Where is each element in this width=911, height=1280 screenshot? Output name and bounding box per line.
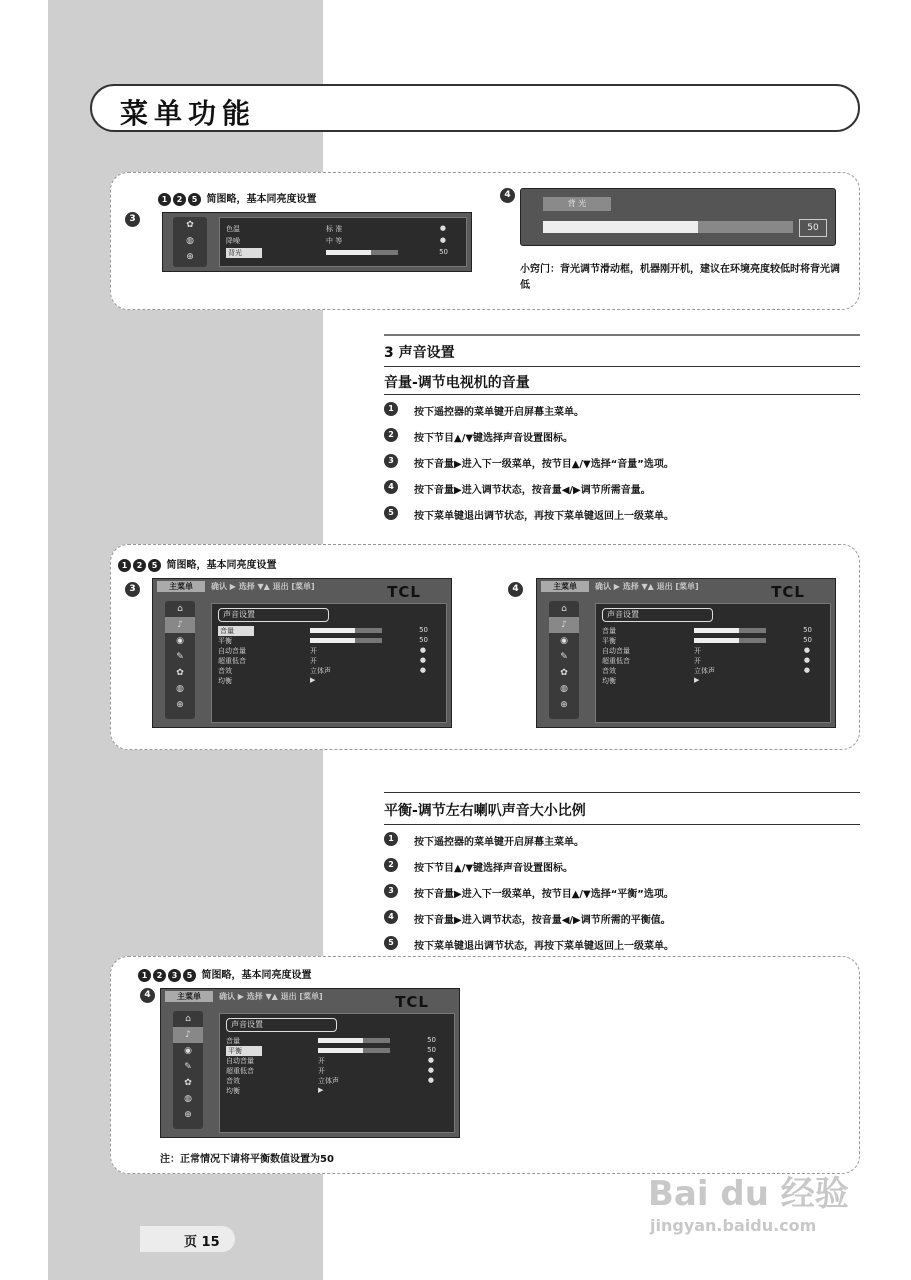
- mark-1: 1: [158, 193, 171, 206]
- lock-icon: ◍: [184, 1094, 192, 1104]
- box1-sidebar-icons: [173, 217, 207, 267]
- subsection-volume: 音量-调节电视机的音量: [384, 375, 530, 391]
- baidu-watermark-logo: Bai du 经验: [648, 1174, 849, 1214]
- search-icon: ⊕: [560, 700, 568, 710]
- tools-icon: ✎: [176, 652, 184, 662]
- timer-icon: ◉: [176, 636, 184, 646]
- row-backlight: 背光 50: [228, 248, 448, 257]
- box3-index: 4: [140, 988, 155, 1003]
- page-number-tab: [140, 1226, 235, 1252]
- timer-icon: ◉: [184, 1046, 192, 1056]
- settings-icon: ✿: [176, 668, 184, 678]
- section-rule-3: [384, 394, 860, 395]
- backlight-value: 50: [799, 219, 827, 237]
- section-rule: [384, 334, 860, 336]
- tv-menu-balance: 主菜单 ⌂ ♪ ◉ ✎ ✿ ◍ ⊕ 确认 ▶ 选择 ▼▲ 退出 [菜单] TCL 声音设置 音量 50 平衡 50 自动音量 开 ● 超重低音 开 ● 音效 立体声 ● 均衡 ▶: [160, 988, 460, 1138]
- subsection-balance: 平衡-调节左右喇叭声音大小比例: [384, 803, 586, 819]
- tcl-logo: TCL: [395, 993, 429, 1011]
- mark-2: 2: [173, 193, 186, 206]
- box1-index-right: 4: [500, 188, 515, 203]
- backlight-track: [543, 221, 793, 233]
- tv-menu-volume-a: 主菜单 ⌂ ♪ ◉ ✎ ✿ ◍ ⊕ 确认 ▶ 选择 ▼▲ 退出 [菜单] TCL 声音设置 音量 50 平衡 50 自动音量 开 ● 超重低音 开 ● 音效 立体声 ● 均衡 ▶: [152, 578, 452, 728]
- box1-menu-crop: [162, 212, 472, 272]
- page-number: 页 15: [184, 1235, 220, 1250]
- box1-index-left: 3: [125, 212, 140, 227]
- box2-index-right: 4: [508, 582, 523, 597]
- backlight-label: 背 光: [543, 197, 611, 211]
- backlight-slider-window: [520, 188, 836, 246]
- section-rule-4: [384, 792, 860, 793]
- mark-5: 5: [188, 193, 201, 206]
- settings-icon: ✿: [186, 220, 194, 230]
- picture-icon: ⌂: [177, 604, 183, 614]
- balance-note: 注：正常情况下请将平衡数值设置为50: [160, 1154, 334, 1165]
- title-bar: [90, 84, 860, 132]
- tools-icon: ✎: [560, 652, 568, 662]
- search-icon: ⊕: [186, 252, 194, 262]
- box1-panel: [219, 217, 467, 267]
- tcl-logo: TCL: [771, 583, 805, 601]
- sound-icon: ♪: [165, 617, 195, 633]
- box2-caption: 1 2 5 简图略，基本同亮度设置: [118, 556, 276, 572]
- section-rule-5: [384, 824, 860, 825]
- box1-caption: 1 2 5 简图略，基本同亮度设置: [158, 190, 316, 206]
- sound-icon: ♪: [173, 1027, 203, 1043]
- lock-icon: ◍: [186, 236, 194, 246]
- section-rule-2: [384, 366, 860, 367]
- box2-index-left: 3: [125, 582, 140, 597]
- lock-icon: ◍: [176, 684, 184, 694]
- row-noise: 降噪 中 等 ●: [226, 236, 446, 245]
- tools-icon: ✎: [184, 1062, 192, 1072]
- settings-icon: ✿: [560, 668, 568, 678]
- search-icon: ⊕: [176, 700, 184, 710]
- box3-caption: 1 2 3 5 简图略，基本同亮度设置: [138, 966, 311, 982]
- lock-icon: ◍: [560, 684, 568, 694]
- backlight-fill: [543, 221, 698, 233]
- tcl-logo: TCL: [387, 583, 421, 601]
- row-color-temp: 色温 标 准 ●: [226, 224, 446, 233]
- menu-icons: [165, 601, 195, 719]
- section-heading: 3 声音设置: [384, 345, 455, 361]
- picture-icon: ⌂: [185, 1014, 191, 1024]
- sound-icon: ♪: [549, 617, 579, 633]
- timer-icon: ◉: [560, 636, 568, 646]
- settings-icon: ✿: [184, 1078, 192, 1088]
- picture-icon: ⌂: [561, 604, 567, 614]
- menu-icons: [173, 1011, 203, 1129]
- page-title: 菜单功能: [120, 97, 257, 130]
- menu-icons: [549, 601, 579, 719]
- backlight-tip: 小窍门：背光调节滑动框，机器刚开机，建议在环境亮度较低时将背光调低: [520, 264, 840, 291]
- baidu-watermark-url: jingyan.baidu.com: [650, 1216, 817, 1235]
- tv-menu-volume-b: 主菜单 ⌂ ♪ ◉ ✎ ✿ ◍ ⊕ 确认 ▶ 选择 ▼▲ 退出 [菜单] TCL 声音设置 音量 50 平衡 50 自动音量 开 ● 超重低音 开 ● 音效 立体声 ● 均衡 ▶: [536, 578, 836, 728]
- search-icon: ⊕: [184, 1110, 192, 1120]
